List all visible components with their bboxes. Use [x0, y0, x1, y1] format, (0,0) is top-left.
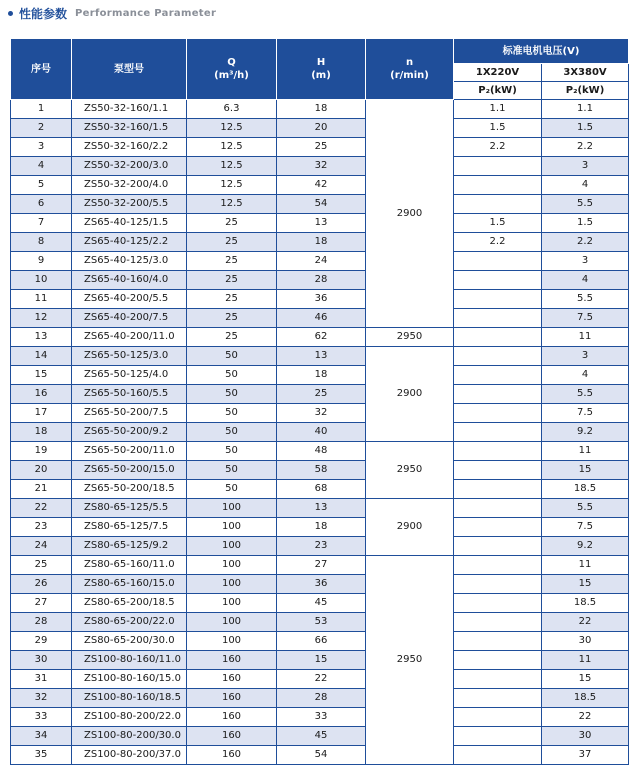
header-3x380v: 3X380V — [542, 64, 629, 82]
cell-p2-three: 18.5 — [542, 689, 629, 708]
cell-p2-single — [454, 442, 542, 461]
cell-p2-three: 18.5 — [542, 594, 629, 613]
cell-p2-single — [454, 708, 542, 727]
header-model: 泵型号 — [72, 39, 187, 100]
cell-q: 25 — [187, 328, 277, 347]
cell-no: 16 — [11, 385, 72, 404]
cell-q: 100 — [187, 499, 277, 518]
header-n-unit: (r/min) — [390, 70, 429, 81]
header-no: 序号 — [11, 39, 72, 100]
cell-p2-three: 30 — [542, 632, 629, 651]
cell-h: 54 — [277, 746, 366, 765]
cell-no: 34 — [11, 727, 72, 746]
cell-h: 28 — [277, 689, 366, 708]
table-row — [11, 271, 629, 290]
cell-q: 25 — [187, 290, 277, 309]
cell-p2-three: 9.2 — [542, 537, 629, 556]
cell-p2-single — [454, 271, 542, 290]
cell-no: 30 — [11, 651, 72, 670]
table-row — [11, 670, 629, 689]
cell-h: 18 — [277, 233, 366, 252]
cell-p2-three: 3 — [542, 157, 629, 176]
cell-no: 8 — [11, 233, 72, 252]
cell-q: 100 — [187, 556, 277, 575]
cell-p2-three: 5.5 — [542, 385, 629, 404]
cell-q: 6.3 — [187, 100, 277, 119]
cell-no: 19 — [11, 442, 72, 461]
cell-no: 25 — [11, 556, 72, 575]
cell-q: 25 — [187, 233, 277, 252]
header-n-label: n — [405, 57, 414, 68]
cell-h: 13 — [277, 214, 366, 233]
cell-h: 22 — [277, 670, 366, 689]
cell-h: 32 — [277, 404, 366, 423]
table-row — [11, 442, 629, 461]
cell-p2-single — [454, 176, 542, 195]
cell-q: 100 — [187, 537, 277, 556]
cell-h: 18 — [277, 366, 366, 385]
cell-model: ZS80-65-125/5.5 — [72, 499, 187, 518]
cell-model: ZS100-80-200/30.0 — [72, 727, 187, 746]
table-row — [11, 480, 629, 499]
cell-q: 50 — [187, 480, 277, 499]
cell-no: 18 — [11, 423, 72, 442]
cell-no: 14 — [11, 347, 72, 366]
cell-no: 15 — [11, 366, 72, 385]
cell-h: 48 — [277, 442, 366, 461]
cell-p2-single — [454, 651, 542, 670]
cell-q: 160 — [187, 651, 277, 670]
table-row — [11, 632, 629, 651]
cell-p2-three: 7.5 — [542, 518, 629, 537]
cell-no: 7 — [11, 214, 72, 233]
cell-q: 160 — [187, 708, 277, 727]
cell-h: 45 — [277, 727, 366, 746]
cell-model: ZS65-50-160/5.5 — [72, 385, 187, 404]
cell-p2-three: 9.2 — [542, 423, 629, 442]
cell-p2-single — [454, 556, 542, 575]
cell-model: ZS50-32-200/5.5 — [72, 195, 187, 214]
header-h-label: H — [316, 57, 326, 68]
cell-h: 25 — [277, 385, 366, 404]
cell-h: 58 — [277, 461, 366, 480]
cell-p2-single — [454, 195, 542, 214]
cell-q: 12.5 — [187, 176, 277, 195]
cell-q: 50 — [187, 442, 277, 461]
table-row — [11, 366, 629, 385]
table-row — [11, 746, 629, 765]
cell-q: 100 — [187, 632, 277, 651]
header-n — [366, 39, 454, 100]
table-row — [11, 176, 629, 195]
cell-p2-single — [454, 347, 542, 366]
cell-p2-three: 1.5 — [542, 214, 629, 233]
table-row — [11, 290, 629, 309]
cell-p2-three: 11 — [542, 328, 629, 347]
cell-p2-single — [454, 746, 542, 765]
cell-p2-three: 7.5 — [542, 309, 629, 328]
cell-q: 100 — [187, 594, 277, 613]
performance-table-wrapper — [10, 38, 628, 765]
cell-h: 23 — [277, 537, 366, 556]
cell-q: 50 — [187, 366, 277, 385]
cell-p2-three: 15 — [542, 461, 629, 480]
cell-q: 50 — [187, 385, 277, 404]
table-row — [11, 195, 629, 214]
table-row — [11, 157, 629, 176]
section-title — [8, 4, 216, 22]
table-row — [11, 385, 629, 404]
header-p2-three: P₂(kW) — [542, 82, 629, 100]
cell-model: ZS80-65-200/18.5 — [72, 594, 187, 613]
cell-no: 5 — [11, 176, 72, 195]
cell-model: ZS100-80-200/37.0 — [72, 746, 187, 765]
cell-h: 62 — [277, 328, 366, 347]
cell-p2-three: 4 — [542, 176, 629, 195]
cell-model: ZS65-40-200/11.0 — [72, 328, 187, 347]
table-row — [11, 708, 629, 727]
cell-q: 160 — [187, 670, 277, 689]
cell-p2-single — [454, 328, 542, 347]
cell-h: 32 — [277, 157, 366, 176]
cell-p2-three: 2.2 — [542, 233, 629, 252]
section-title-zh: 性能参数 — [19, 6, 68, 21]
cell-p2-single — [454, 309, 542, 328]
cell-p2-single — [454, 613, 542, 632]
cell-h: 45 — [277, 594, 366, 613]
cell-p2-three: 5.5 — [542, 290, 629, 309]
section-title-en: Performance Parameter — [75, 7, 217, 19]
cell-p2-three: 30 — [542, 727, 629, 746]
cell-h: 40 — [277, 423, 366, 442]
cell-h: 33 — [277, 708, 366, 727]
cell-no: 13 — [11, 328, 72, 347]
cell-h: 42 — [277, 176, 366, 195]
header-h — [277, 39, 366, 100]
cell-model: ZS50-32-160/1.1 — [72, 100, 187, 119]
cell-no: 26 — [11, 575, 72, 594]
cell-h: 25 — [277, 138, 366, 157]
cell-p2-single: 1.5 — [454, 119, 542, 138]
cell-model: ZS65-40-200/5.5 — [72, 290, 187, 309]
table-row — [11, 100, 629, 119]
cell-no: 22 — [11, 499, 72, 518]
table-row — [11, 233, 629, 252]
cell-no: 23 — [11, 518, 72, 537]
cell-h: 54 — [277, 195, 366, 214]
cell-model: ZS65-40-125/1.5 — [72, 214, 187, 233]
cell-speed: 2900 — [366, 347, 454, 442]
cell-h: 68 — [277, 480, 366, 499]
cell-no: 9 — [11, 252, 72, 271]
cell-model: ZS65-40-160/4.0 — [72, 271, 187, 290]
cell-p2-single: 1.5 — [454, 214, 542, 233]
cell-model: ZS50-32-200/4.0 — [72, 176, 187, 195]
cell-p2-single: 2.2 — [454, 138, 542, 157]
cell-q: 50 — [187, 461, 277, 480]
table-row — [11, 347, 629, 366]
cell-p2-single — [454, 366, 542, 385]
table-row — [11, 119, 629, 138]
cell-no: 20 — [11, 461, 72, 480]
cell-q: 50 — [187, 423, 277, 442]
cell-model: ZS100-80-200/22.0 — [72, 708, 187, 727]
cell-model: ZS65-40-200/7.5 — [72, 309, 187, 328]
cell-model: ZS100-80-160/11.0 — [72, 651, 187, 670]
cell-model: ZS80-65-200/30.0 — [72, 632, 187, 651]
table-row — [11, 537, 629, 556]
cell-p2-three: 3 — [542, 347, 629, 366]
table-row — [11, 594, 629, 613]
cell-p2-three: 1.5 — [542, 119, 629, 138]
table-row — [11, 461, 629, 480]
cell-no: 3 — [11, 138, 72, 157]
cell-p2-three: 4 — [542, 271, 629, 290]
cell-no: 21 — [11, 480, 72, 499]
header-p2-single: P₂(kW) — [454, 82, 542, 100]
cell-p2-single — [454, 480, 542, 499]
performance-table — [10, 38, 629, 765]
cell-p2-single — [454, 689, 542, 708]
cell-no: 11 — [11, 290, 72, 309]
cell-q: 25 — [187, 214, 277, 233]
cell-model: ZS65-50-125/3.0 — [72, 347, 187, 366]
cell-p2-single — [454, 157, 542, 176]
cell-q: 160 — [187, 689, 277, 708]
bullet-icon — [8, 11, 13, 16]
cell-p2-three: 3 — [542, 252, 629, 271]
cell-speed: 2950 — [366, 328, 454, 347]
cell-h: 66 — [277, 632, 366, 651]
cell-p2-single — [454, 404, 542, 423]
cell-model: ZS50-32-160/2.2 — [72, 138, 187, 157]
cell-model: ZS80-65-125/7.5 — [72, 518, 187, 537]
table-row — [11, 328, 629, 347]
table-row — [11, 252, 629, 271]
table-row — [11, 613, 629, 632]
cell-speed: 2900 — [366, 499, 454, 556]
cell-q: 100 — [187, 613, 277, 632]
cell-model: ZS80-65-125/9.2 — [72, 537, 187, 556]
cell-p2-single — [454, 252, 542, 271]
cell-h: 13 — [277, 499, 366, 518]
cell-p2-single — [454, 632, 542, 651]
cell-no: 4 — [11, 157, 72, 176]
cell-p2-three: 11 — [542, 556, 629, 575]
cell-h: 46 — [277, 309, 366, 328]
cell-model: ZS65-50-200/15.0 — [72, 461, 187, 480]
cell-q: 160 — [187, 746, 277, 765]
cell-p2-single — [454, 518, 542, 537]
table-row — [11, 423, 629, 442]
cell-h: 15 — [277, 651, 366, 670]
table-row — [11, 138, 629, 157]
cell-no: 1 — [11, 100, 72, 119]
cell-no: 12 — [11, 309, 72, 328]
cell-p2-single — [454, 537, 542, 556]
cell-p2-single — [454, 727, 542, 746]
cell-p2-three: 2.2 — [542, 138, 629, 157]
table-body — [11, 100, 629, 765]
cell-no: 33 — [11, 708, 72, 727]
cell-p2-single — [454, 290, 542, 309]
header-q — [187, 39, 277, 100]
cell-q: 50 — [187, 404, 277, 423]
cell-model: ZS100-80-160/18.5 — [72, 689, 187, 708]
table-row — [11, 309, 629, 328]
header-voltage-group: 标准电机电压(V) — [454, 39, 629, 64]
cell-speed: 2950 — [366, 556, 454, 765]
cell-q: 25 — [187, 309, 277, 328]
cell-model: ZS50-32-200/3.0 — [72, 157, 187, 176]
cell-p2-three: 22 — [542, 613, 629, 632]
cell-p2-three: 5.5 — [542, 499, 629, 518]
cell-p2-three: 18.5 — [542, 480, 629, 499]
cell-speed: 2950 — [366, 442, 454, 499]
header-1x220v: 1X220V — [454, 64, 542, 82]
cell-no: 17 — [11, 404, 72, 423]
table-row — [11, 404, 629, 423]
cell-q: 25 — [187, 252, 277, 271]
cell-q: 100 — [187, 575, 277, 594]
cell-h: 24 — [277, 252, 366, 271]
cell-p2-single: 2.2 — [454, 233, 542, 252]
cell-q: 100 — [187, 518, 277, 537]
cell-model: ZS65-50-200/9.2 — [72, 423, 187, 442]
cell-p2-three: 11 — [542, 651, 629, 670]
cell-model: ZS65-50-200/18.5 — [72, 480, 187, 499]
cell-h: 27 — [277, 556, 366, 575]
header-h-unit: (m) — [311, 70, 331, 81]
table-row — [11, 575, 629, 594]
cell-no: 10 — [11, 271, 72, 290]
cell-no: 31 — [11, 670, 72, 689]
cell-p2-single: 1.1 — [454, 100, 542, 119]
header-q-unit: (m³/h) — [214, 70, 249, 81]
cell-h: 36 — [277, 290, 366, 309]
cell-no: 6 — [11, 195, 72, 214]
cell-p2-single — [454, 423, 542, 442]
cell-q: 25 — [187, 271, 277, 290]
cell-model: ZS65-40-125/3.0 — [72, 252, 187, 271]
cell-p2-three: 5.5 — [542, 195, 629, 214]
cell-model: ZS80-65-160/11.0 — [72, 556, 187, 575]
table-row — [11, 499, 629, 518]
cell-model: ZS100-80-160/15.0 — [72, 670, 187, 689]
table-row — [11, 727, 629, 746]
cell-p2-three: 15 — [542, 575, 629, 594]
cell-q: 12.5 — [187, 157, 277, 176]
cell-h: 18 — [277, 518, 366, 537]
cell-p2-three: 37 — [542, 746, 629, 765]
cell-p2-single — [454, 575, 542, 594]
cell-no: 24 — [11, 537, 72, 556]
cell-q: 160 — [187, 727, 277, 746]
cell-no: 27 — [11, 594, 72, 613]
header-q-label: Q — [227, 57, 236, 68]
cell-p2-single — [454, 670, 542, 689]
cell-model: ZS80-65-160/15.0 — [72, 575, 187, 594]
cell-q: 50 — [187, 347, 277, 366]
table-row — [11, 651, 629, 670]
cell-no: 28 — [11, 613, 72, 632]
cell-p2-three: 4 — [542, 366, 629, 385]
cell-h: 53 — [277, 613, 366, 632]
table-row — [11, 689, 629, 708]
cell-q: 12.5 — [187, 119, 277, 138]
cell-model: ZS65-50-200/11.0 — [72, 442, 187, 461]
cell-h: 36 — [277, 575, 366, 594]
cell-p2-three: 1.1 — [542, 100, 629, 119]
cell-model: ZS65-50-125/4.0 — [72, 366, 187, 385]
cell-model: ZS65-50-200/7.5 — [72, 404, 187, 423]
cell-p2-single — [454, 385, 542, 404]
cell-h: 13 — [277, 347, 366, 366]
cell-p2-three: 7.5 — [542, 404, 629, 423]
cell-h: 28 — [277, 271, 366, 290]
table-row — [11, 556, 629, 575]
cell-no: 32 — [11, 689, 72, 708]
cell-p2-single — [454, 499, 542, 518]
cell-model: ZS50-32-160/1.5 — [72, 119, 187, 138]
cell-speed: 2900 — [366, 100, 454, 328]
cell-p2-three: 22 — [542, 708, 629, 727]
cell-q: 12.5 — [187, 195, 277, 214]
table-row — [11, 518, 629, 537]
cell-no: 35 — [11, 746, 72, 765]
cell-q: 12.5 — [187, 138, 277, 157]
cell-h: 20 — [277, 119, 366, 138]
cell-no: 2 — [11, 119, 72, 138]
cell-model: ZS65-40-125/2.2 — [72, 233, 187, 252]
cell-model: ZS80-65-200/22.0 — [72, 613, 187, 632]
cell-p2-single — [454, 594, 542, 613]
table-row — [11, 214, 629, 233]
cell-h: 18 — [277, 100, 366, 119]
cell-p2-three: 15 — [542, 670, 629, 689]
cell-p2-single — [454, 461, 542, 480]
cell-p2-three: 11 — [542, 442, 629, 461]
cell-no: 29 — [11, 632, 72, 651]
